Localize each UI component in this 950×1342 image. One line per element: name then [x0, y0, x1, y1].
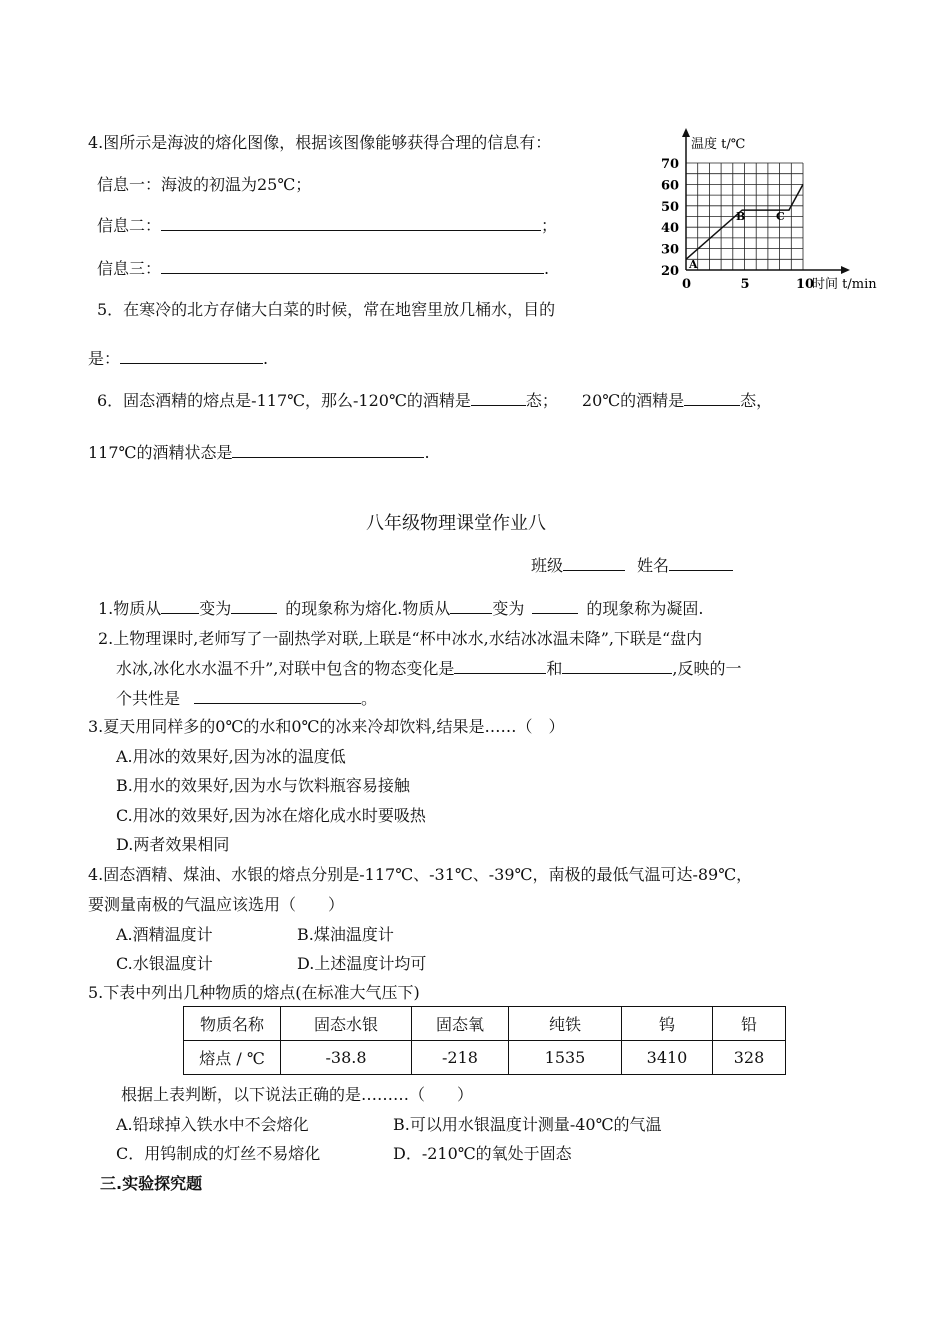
- info3-blank[interactable]: [161, 256, 544, 274]
- q4-prev-info3: [97, 256, 549, 279]
- class-label: 班级: [531, 556, 564, 575]
- q1-text-a: 1.物质从: [98, 599, 162, 618]
- hw-q4-option-b[interactable]: B.煤油温度计: [297, 925, 394, 944]
- hw-q5-question: 5.下表中列出几种物质的熔点(在标准大气压下): [88, 983, 420, 1002]
- hw-q2-line1: 2.上物理课时,老师写了一副热学对联,上联是“杯中冰水,水结冰冰温未降”,下联是“盘内: [98, 629, 703, 648]
- table-cell: -38.8: [281, 1041, 412, 1075]
- y-tick-label: 30: [661, 242, 680, 258]
- table-cell: 328: [713, 1041, 786, 1075]
- q2-blank-1[interactable]: [454, 656, 546, 674]
- q1-text-b: 变为: [199, 599, 232, 618]
- y-tick-label: 50: [661, 199, 680, 215]
- hw-q4-option-d[interactable]: D.上述温度计均可: [297, 954, 427, 973]
- q4-prev-info1: 信息一：海波的初温为25℃；: [97, 175, 312, 194]
- name-label: 姓名: [637, 556, 670, 575]
- q5-prev-text: 5．在寒冷的北方存储大白菜的时候，常在地窖里放几桶水，目的: [97, 300, 556, 319]
- hw-q1: [98, 596, 704, 619]
- q1-text-d: 变为: [492, 599, 525, 618]
- point-label-b: B: [736, 210, 746, 223]
- section-3-heading: 三.实验探究题: [100, 1174, 203, 1193]
- table-cell: 1535: [509, 1041, 622, 1075]
- info2-end: ；: [541, 216, 558, 235]
- y-axis-label: 温度 t/℃: [691, 137, 746, 152]
- hw-q4-line2: 要测量南极的气温应该选用（ ）: [88, 895, 345, 914]
- table-cell: 钨: [622, 1007, 713, 1041]
- q5-prev-blank[interactable]: [120, 346, 263, 364]
- hw-q4-option-c[interactable]: C.水银温度计: [116, 954, 213, 973]
- table-header-row: [184, 1007, 786, 1041]
- q2-blank-2[interactable]: [562, 656, 672, 674]
- y-tick-label: 20: [661, 264, 680, 279]
- hw-q3-option-d[interactable]: D.两者效果相同: [116, 835, 230, 854]
- info2-blank[interactable]: [161, 213, 541, 231]
- q6-prev-line1: [97, 388, 772, 411]
- y-tick-label: 40: [661, 221, 680, 237]
- x-tick-label: 0: [682, 277, 692, 292]
- y-tick-label: 60: [661, 178, 680, 194]
- info3-label: 信息三：: [97, 259, 162, 278]
- class-name-row: [531, 553, 733, 576]
- q6-text-b: 态；: [525, 391, 558, 410]
- table-cell: 固态水银: [281, 1007, 412, 1041]
- q5-prev-end: .: [263, 349, 269, 368]
- y-tick-label: 70: [661, 157, 680, 172]
- x-axis-label: 时间 t/min: [812, 277, 877, 292]
- q1-blank-3[interactable]: [450, 596, 492, 614]
- q6-prev-line2: [88, 440, 430, 463]
- table-cell: -218: [412, 1041, 509, 1075]
- q1-blank-4[interactable]: [532, 596, 578, 614]
- q2-text-d: 个共性是: [116, 689, 181, 708]
- name-field[interactable]: [669, 553, 733, 571]
- hw-q3-question: 3.夏天用同样多的0℃的水和0℃的冰来冷却饮料,结果是……（ ）: [88, 717, 565, 736]
- page-title: 八年级物理课堂作业八: [366, 513, 546, 534]
- table-cell: 固态氧: [412, 1007, 509, 1041]
- q6-text-a: 6．固态酒精的熔点是-117℃，那么-120℃的酒精是: [97, 391, 471, 410]
- hw-q5-option-a[interactable]: A.铅球掉入铁水中不会熔化: [116, 1115, 309, 1134]
- q1-blank-2[interactable]: [231, 596, 277, 614]
- hw-q4-line1: 4.固态酒精、煤油、水银的熔点分别是-117℃、-31℃、-39℃，南极的最低气温可达-89℃，: [88, 865, 753, 884]
- hw-q3-option-b[interactable]: B.用水的效果好,因为水与饮料瓶容易接触: [116, 776, 410, 795]
- y-axis-arrow: [682, 128, 690, 137]
- table-cell: 铅: [713, 1007, 786, 1041]
- q6-blank-3[interactable]: [232, 440, 424, 458]
- q6-text-d: 态，: [740, 391, 773, 410]
- q5-prev-label: 是：: [88, 349, 121, 368]
- hw-q4-option-a[interactable]: A.酒精温度计: [116, 925, 213, 944]
- table-cell: 物质名称: [184, 1007, 281, 1041]
- info2-label: 信息二：: [97, 216, 162, 235]
- x-tick-label: 5: [740, 277, 750, 292]
- point-label-a: A: [689, 258, 698, 271]
- x-tick-label: 10: [796, 277, 815, 292]
- q2-blank-3[interactable]: [194, 686, 361, 704]
- q6-blank-1[interactable]: [471, 388, 526, 406]
- hw-q5-option-b[interactable]: B.可以用水银温度计测量-40℃的气温: [393, 1115, 662, 1134]
- table-row: [184, 1041, 786, 1075]
- q6-line2-a: 117℃的酒精状态是: [88, 443, 233, 462]
- q6-text-c: 20℃的酒精是: [581, 391, 685, 410]
- q5-prev-cont: [88, 346, 268, 369]
- q2-text-b: 和: [546, 659, 563, 678]
- hw-q5-prompt: 根据上表判断，以下说法正确的是………（ ）: [121, 1085, 474, 1104]
- x-axis-arrow: [841, 266, 850, 274]
- hw-q2-line3: [116, 686, 377, 709]
- table-cell: 纯铁: [509, 1007, 622, 1041]
- melting-graph: [655, 125, 890, 295]
- q1-text-e: 的现象称为凝固.: [586, 599, 704, 618]
- class-field[interactable]: [563, 553, 625, 571]
- hw-q3-option-c[interactable]: C.用冰的效果好,因为冰在熔化成水时要吸热: [116, 806, 426, 825]
- q2-text-c: ,反映的一: [672, 659, 742, 678]
- hw-q3-option-a[interactable]: A.用冰的效果好,因为冰的温度低: [116, 747, 346, 766]
- point-label-c: C: [776, 210, 785, 223]
- melting-point-table: [183, 1006, 786, 1075]
- table-cell: 熔点 / ℃: [184, 1041, 281, 1075]
- hw-q2-line2: [116, 656, 741, 679]
- q6-line2-end: .: [424, 443, 430, 462]
- hw-q5-option-d[interactable]: D．-210℃的氧处于固态: [393, 1144, 572, 1163]
- q1-blank-1[interactable]: [161, 596, 199, 614]
- q2-text-a: 水冰,冰化水水温不升”,对联中包含的物态变化是: [116, 659, 455, 678]
- info3-end: .: [544, 259, 550, 278]
- q4-prev-text: 4.图所示是海波的熔化图像，根据该图像能够获得合理的信息有：: [88, 133, 552, 152]
- table-cell: 3410: [622, 1041, 713, 1075]
- q4-prev-info2: [97, 213, 557, 236]
- hw-q5-option-c[interactable]: C．用钨制成的灯丝不易熔化: [116, 1144, 321, 1163]
- q2-text-e: 。: [361, 689, 378, 708]
- q1-text-c: 的现象称为熔化.物质从: [285, 599, 451, 618]
- q6-blank-2[interactable]: [684, 388, 740, 406]
